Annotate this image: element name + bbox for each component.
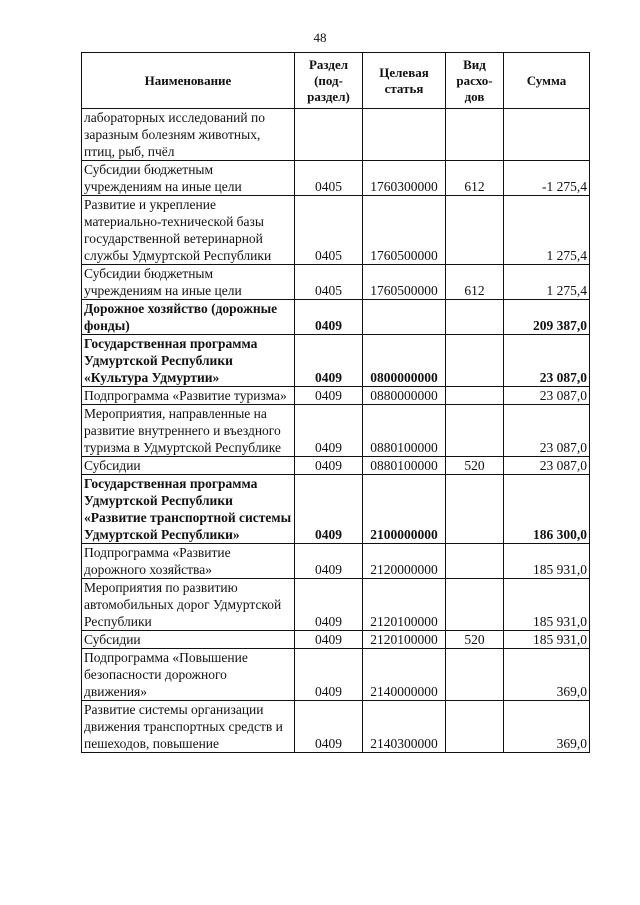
cell-kind (446, 475, 504, 544)
table-row (82, 300, 590, 335)
budget-table (81, 52, 590, 753)
cell-sum: 185 931,0 (504, 579, 590, 631)
table-header-row (82, 53, 590, 109)
cell-name: Дорожное хозяйство (дорожные фонды) (82, 300, 295, 335)
cell-name: Субсидии бюджетным учреждениям на иные цели (82, 161, 295, 196)
table-row (82, 649, 590, 701)
cell-target: 0800000000 (363, 335, 446, 387)
cell-section: 0409 (295, 405, 363, 457)
cell-target: 2120000000 (363, 544, 446, 579)
cell-sum: 1 275,4 (504, 265, 590, 300)
header-section: Раздел (под-раздел) (295, 53, 363, 109)
cell-kind: 520 (446, 457, 504, 475)
table-row (82, 196, 590, 265)
page-number: 48 (313, 30, 327, 45)
cell-section: 0409 (295, 335, 363, 387)
cell-name: Субсидии (82, 457, 295, 475)
cell-kind: 520 (446, 631, 504, 649)
cell-section: 0409 (295, 544, 363, 579)
cell-section (295, 109, 363, 161)
cell-name: Государственная программа Удмуртской Республики «Культура Удмуртии» (82, 335, 295, 387)
cell-name: Мероприятия по развитию автомобильных дорог Удмуртской Республики (82, 579, 295, 631)
cell-target: 1760500000 (363, 265, 446, 300)
cell-sum: 186 300,0 (504, 475, 590, 544)
cell-section: 0409 (295, 387, 363, 405)
table-row (82, 335, 590, 387)
cell-name: Подпрограмма «Развитие дорожного хозяйства» (82, 544, 295, 579)
cell-kind (446, 579, 504, 631)
cell-name: Государственная программа Удмуртской Республики «Развитие транспортной системы Удмуртской Республики» (82, 475, 295, 544)
cell-kind (446, 701, 504, 753)
cell-sum: 185 931,0 (504, 544, 590, 579)
cell-section: 0405 (295, 161, 363, 196)
cell-kind (446, 335, 504, 387)
cell-name: Мероприятия, направленные на развитие внутреннего и въездного туризма в Удмуртской Республике (82, 405, 295, 457)
cell-section: 0405 (295, 196, 363, 265)
cell-sum: 1 275,4 (504, 196, 590, 265)
cell-sum: 23 087,0 (504, 457, 590, 475)
table-row (82, 701, 590, 753)
cell-sum: 209 387,0 (504, 300, 590, 335)
cell-section: 0405 (295, 265, 363, 300)
cell-kind (446, 109, 504, 161)
table-row (82, 631, 590, 649)
table-row (82, 579, 590, 631)
cell-target: 2100000000 (363, 475, 446, 544)
cell-section: 0409 (295, 300, 363, 335)
cell-kind: 612 (446, 161, 504, 196)
cell-kind (446, 196, 504, 265)
header-sum: Сумма (504, 53, 590, 109)
cell-sum: 23 087,0 (504, 335, 590, 387)
cell-sum: 369,0 (504, 701, 590, 753)
cell-target: 0880100000 (363, 457, 446, 475)
table-row (82, 405, 590, 457)
cell-sum: -1 275,4 (504, 161, 590, 196)
cell-name: Субсидии бюджетным учреждениям на иные цели (82, 265, 295, 300)
cell-target: 1760300000 (363, 161, 446, 196)
cell-name: Субсидии (82, 631, 295, 649)
table-row (82, 161, 590, 196)
cell-section: 0409 (295, 649, 363, 701)
cell-sum: 23 087,0 (504, 387, 590, 405)
table-row (82, 457, 590, 475)
cell-target: 2120100000 (363, 631, 446, 649)
header-name: Наименование (82, 53, 295, 109)
cell-kind (446, 544, 504, 579)
cell-target: 2120100000 (363, 579, 446, 631)
table-row (82, 109, 590, 161)
cell-target: 2140000000 (363, 649, 446, 701)
cell-kind (446, 405, 504, 457)
cell-kind (446, 649, 504, 701)
cell-target: 1760500000 (363, 196, 446, 265)
header-kind: Вид расхо-дов (446, 53, 504, 109)
cell-target: 0880000000 (363, 387, 446, 405)
cell-sum: 23 087,0 (504, 405, 590, 457)
cell-section: 0409 (295, 457, 363, 475)
cell-kind (446, 300, 504, 335)
table-row (82, 544, 590, 579)
cell-target: 2140300000 (363, 701, 446, 753)
cell-name: Подпрограмма «Повышение безопасности дорожного движения» (82, 649, 295, 701)
cell-target (363, 109, 446, 161)
cell-kind (446, 387, 504, 405)
cell-sum: 369,0 (504, 649, 590, 701)
header-target: Целевая статья (363, 53, 446, 109)
cell-section: 0409 (295, 475, 363, 544)
table-row (82, 475, 590, 544)
cell-sum (504, 109, 590, 161)
cell-section: 0409 (295, 701, 363, 753)
table-row (82, 265, 590, 300)
cell-name: Развитие и укрепление материально-технической базы государственной ветеринарной службы Удмуртской Республики (82, 196, 295, 265)
cell-name: Подпрограмма «Развитие туризма» (82, 387, 295, 405)
cell-section: 0409 (295, 579, 363, 631)
cell-name: лабораторных исследований по заразным болезням животных, птиц, рыб, пчёл (82, 109, 295, 161)
cell-name: Развитие системы организации движения транспортных средств и пешеходов, повышение (82, 701, 295, 753)
cell-section: 0409 (295, 631, 363, 649)
cell-sum: 185 931,0 (504, 631, 590, 649)
cell-target: 0880100000 (363, 405, 446, 457)
cell-kind: 612 (446, 265, 504, 300)
cell-target (363, 300, 446, 335)
table-row (82, 387, 590, 405)
